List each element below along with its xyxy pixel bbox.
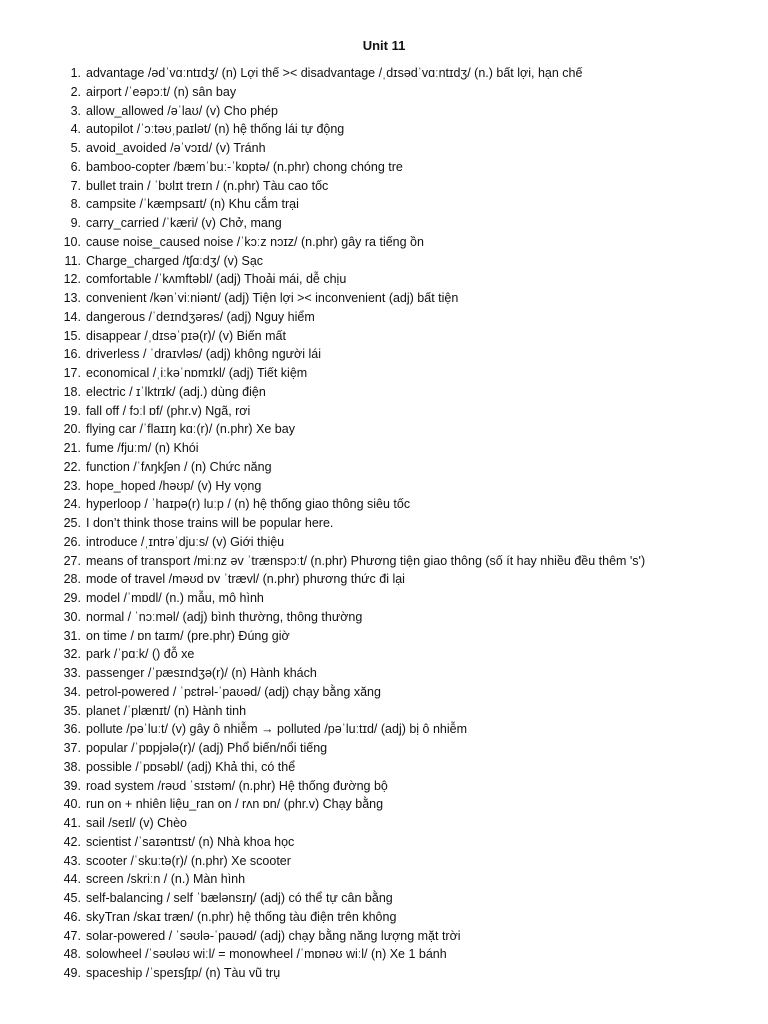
list-item: [54, 83, 754, 102]
list-item-text: road system /rəʊd ˈsɪstəm/ (n.phr) Hệ thống đường bộ: [86, 778, 388, 793]
list-item-text: campsite /ˈkæmpsaɪt/ (n) Khu cắm trại: [86, 197, 299, 212]
list-item: [54, 552, 754, 571]
list-item-number: 40.: [63, 797, 81, 812]
list-item: [54, 852, 754, 871]
list-item-text: self-balancing / self ˈbælənsɪŋ/ (adj) có thể tự cân bằng: [86, 891, 393, 905]
list-item-number: 22.: [63, 459, 81, 474]
list-item: [54, 833, 754, 852]
list-item-text: skyTran /skaɪ træn/ (n.phr) hệ thống tàu điện trên không: [86, 909, 397, 924]
list-item-text: hyperloop / ˈhaɪpə(r) luːp / (n) hệ thống giao thông siêu tốc: [86, 497, 411, 512]
list-item-text: allow_allowed /əˈlaʊ/ (v) Cho phép: [86, 103, 278, 118]
list-item-text: avoid_avoided /əˈvɔɪd/ (v) Tránh: [86, 141, 266, 155]
list-item-number: 32.: [63, 647, 81, 662]
list-item-text: passenger /ˈpæsɪndʒə(r)/ (n) Hành khách: [86, 666, 317, 680]
list-item-number: 25.: [63, 516, 81, 530]
list-item-text: driverless / ˈdraɪvləs/ (adj) không người lái: [86, 347, 321, 362]
list-item-number: 19.: [63, 403, 81, 418]
list-item-number: 13.: [63, 291, 81, 305]
list-item-text: dangerous /ˈdeɪndʒərəs/ (adj) Nguy hiểm: [86, 309, 315, 324]
list-item-number: 1.: [70, 66, 81, 80]
list-item-number: 17.: [63, 366, 81, 380]
list-item: [54, 927, 754, 946]
list-item: [54, 777, 754, 796]
list-item-text: fume /fjuːm/ (n) Khói: [86, 441, 199, 455]
list-item: [54, 308, 754, 327]
list-item: [54, 158, 754, 177]
list-item-number: 34.: [63, 684, 81, 699]
list-item-number: 26.: [63, 534, 81, 549]
list-item: [54, 514, 754, 533]
list-item-number: 14.: [63, 309, 81, 324]
list-item-text: normal / ˈnɔːməl/ (adj) bình thường, thông thường: [86, 609, 363, 624]
list-item: [54, 645, 754, 664]
list-item-number: 44.: [63, 872, 81, 887]
list-item: [54, 233, 754, 252]
list-item-number: 2.: [70, 84, 81, 99]
list-item: [54, 795, 754, 814]
list-item-text: solar-powered / ˈsəʊlə-ˈpaʊəd/ (adj) chạy bằng năng lượng mặt trời: [86, 928, 461, 943]
list-item-text: spaceship /ˈspeɪsʃɪp/ (n) Tàu vũ trụ: [86, 966, 281, 980]
list-item-number: 21.: [63, 441, 81, 455]
list-item: [54, 139, 754, 158]
list-item-text: pollute /pəˈluːt/ (v) gây ô nhiễm → polluted /pəˈluːtɪd/ (adj) bị ô nhiễm: [86, 722, 468, 737]
list-item: [54, 402, 754, 421]
list-item-text: disappear /ˌdɪsəˈpɪə(r)/ (v) Biến mất: [86, 328, 286, 343]
list-item-number: 20.: [63, 422, 81, 437]
document-title: Unit 11: [362, 38, 406, 53]
list-item-text: flying car /ˈflaɪɪŋ kɑː(r)/ (n.phr) Xe bay: [86, 422, 295, 437]
list-item-number: 48.: [63, 947, 81, 962]
list-item-number: 46.: [63, 909, 81, 924]
list-item-number: 37.: [63, 741, 81, 755]
list-item: [54, 889, 754, 908]
list-item-number: 43.: [63, 853, 81, 868]
list-item-number: 45.: [63, 891, 81, 905]
list-item: [54, 908, 754, 927]
list-item-text: scooter /ˈskuːtə(r)/ (n.phr) Xe scooter: [86, 853, 291, 868]
list-item-number: 9.: [70, 216, 81, 230]
vocabulary-list: [54, 64, 754, 983]
list-item: [54, 383, 754, 402]
list-item: [54, 964, 754, 983]
list-item-text: popular /ˈpɒpjələ(r)/ (adj) Phổ biến/nổi tiếng: [86, 741, 328, 755]
list-item-number: 3.: [70, 103, 81, 118]
list-item-text: screen /skriːn / (n.) Màn hình: [86, 872, 246, 887]
list-item-text: hope_hoped /həʊp/ (v) Hy vọng: [86, 478, 262, 493]
list-item: [54, 477, 754, 496]
list-item: [54, 627, 754, 646]
list-item-number: 42.: [63, 834, 81, 849]
list-item: [54, 289, 754, 308]
list-item-number: 10.: [63, 234, 81, 249]
list-item-text: comfortable /ˈkʌmftəbl/ (adj) Thoải mái, dễ chịu: [86, 272, 347, 287]
list-item-text: planet /ˈplænɪt/ (n) Hành tinh: [86, 703, 247, 718]
list-item: [54, 120, 754, 139]
list-item: [54, 495, 754, 514]
list-item-text: run on + nhiên liệu_ran on / rʌn ɒn/ (phr.v) Chạy bằng: [86, 797, 384, 812]
list-item-number: 49.: [63, 966, 81, 980]
list-item-number: 39.: [63, 778, 81, 793]
list-item-number: 31.: [63, 628, 81, 643]
list-item-text: means of transport /miːnz əv ˈtrænspɔːt/ (n.phr) Phương tiện giao thông (số ít hay nhiều đều thêm 's'): [86, 553, 646, 568]
list-item-number: 4.: [70, 122, 81, 137]
list-item-number: 35.: [63, 703, 81, 718]
list-item-text: scientist /ˈsaɪəntɪst/ (n) Nhà khoa học: [86, 834, 295, 849]
list-item-number: 33.: [63, 666, 81, 680]
list-item: [54, 702, 754, 721]
list-item-text: autopilot /ˈɔːtəʊˌpaɪlət/ (n) hệ thống lái tự động: [86, 122, 345, 137]
list-item: [54, 270, 754, 289]
list-item-text: economical /ˌiːkəˈnɒmɪkl/ (adj) Tiết kiệm: [86, 366, 308, 380]
list-item: [54, 327, 754, 346]
list-item-text: electric / ɪˈlktrɪk/ (adj.) dùng điện: [86, 384, 266, 399]
list-item-text: fall off / fɔːl ɒf/ (phr.v) Ngã, rơi: [86, 403, 251, 418]
list-item: [54, 683, 754, 702]
list-item: [54, 102, 754, 121]
list-item-number: 11.: [64, 253, 81, 268]
list-item: [54, 758, 754, 777]
list-item: [54, 533, 754, 552]
list-item-number: 24.: [63, 497, 81, 512]
list-item-number: 18.: [63, 384, 81, 399]
list-item-number: 5.: [70, 141, 81, 155]
list-item-text: bullet train / ˈbʊlɪt treɪn / (n.phr) Tàu cao tốc: [86, 178, 329, 193]
list-item: [54, 739, 754, 758]
list-item-number: 8.: [70, 197, 81, 212]
list-item-number: 36.: [63, 722, 81, 737]
list-item: [54, 458, 754, 477]
list-item-number: 27.: [63, 553, 81, 568]
list-item-number: 38.: [63, 759, 81, 774]
list-item: [54, 664, 754, 683]
list-item-number: 23.: [63, 478, 81, 493]
list-item: [54, 64, 754, 83]
list-item: [54, 814, 754, 833]
list-item: [54, 870, 754, 889]
list-item-number: 7.: [70, 178, 81, 193]
list-item-text: park /ˈpɑːk/ () đỗ xe: [86, 647, 195, 662]
list-item-text: possible /ˈpɒsəbl/ (adj) Khả thi, có thể: [86, 759, 296, 774]
list-item-text: convenient /kənˈviːniənt/ (adj) Tiện lợi >< inconvenient (adj) bất tiện: [86, 291, 459, 305]
list-item-number: 28.: [63, 572, 81, 587]
list-item: [54, 439, 754, 458]
list-item-text: petrol-powered / ˈpɛtrəl-ˈpaʊəd/ (adj) chạy bằng xăng: [86, 684, 381, 699]
list-item-text: sail /seɪl/ (v) Chèo: [86, 816, 188, 830]
list-item: [54, 608, 754, 627]
list-item-text: advantage /ədˈvɑːntɪdʒ/ (n) Lợi thế >< disadvantage /ˌdɪsədˈvɑːntɪdʒ/ (n.) bất lợi, hạn chế: [86, 66, 583, 80]
list-item: [54, 252, 754, 271]
list-item-number: 12.: [63, 272, 81, 287]
list-item: [54, 364, 754, 383]
list-item-text: model /ˈmɒdl/ (n.) mẫu, mô hình: [86, 591, 264, 605]
list-item-number: 29.: [63, 591, 81, 605]
list-item: [54, 420, 754, 439]
list-item: [54, 945, 754, 964]
list-item-number: 15.: [63, 328, 81, 343]
list-item: [54, 589, 754, 608]
list-item-number: 6.: [70, 159, 81, 174]
list-item-text: solowheel /ˈsəʊləʊ wiːl/ = monowheel /ˈmɒnəʊ wiːl/ (n) Xe 1 bánh: [86, 947, 447, 962]
list-item-text: cause noise_caused noise /ˈkɔːz nɔɪz/ (n.phr) gây ra tiếng ồn: [86, 234, 424, 249]
list-item-text: carry_carried /ˈkæri/ (v) Chở, mang: [86, 216, 282, 230]
list-item-text: on time / ɒn taɪm/ (pre.phr) Đúng giờ: [86, 628, 290, 643]
list-item: [54, 570, 754, 589]
list-item-number: 30.: [63, 609, 81, 624]
list-item-text: mode of travel /məʊd ɒv ˈtrævl/ (n.phr) phương thức đi lại: [86, 572, 405, 587]
list-item-text: bamboo-copter /bæmˈbuː-ˈkɒptə/ (n.phr) chong chóng tre: [86, 159, 403, 174]
list-item: [54, 720, 754, 739]
list-item: [54, 345, 754, 364]
list-item-text: function /ˈfʌŋkʃən / (n) Chức năng: [86, 459, 272, 474]
list-item-number: 47.: [63, 928, 81, 943]
list-item-text: I don’t think those trains will be popular here.: [86, 516, 334, 530]
list-item: [54, 214, 754, 233]
list-item-number: 16.: [63, 347, 81, 362]
list-item: [54, 177, 754, 196]
list-item-text: Charge_charged /tʃɑːdʒ/ (v) Sạc: [86, 253, 264, 268]
list-item-text: airport /ˈeəpɔːt/ (n) sân bay: [86, 84, 237, 99]
list-item: [54, 195, 754, 214]
list-item-text: introduce /ˌɪntrəˈdjuːs/ (v) Giới thiệu: [86, 534, 285, 549]
list-item-number: 41.: [63, 816, 81, 830]
